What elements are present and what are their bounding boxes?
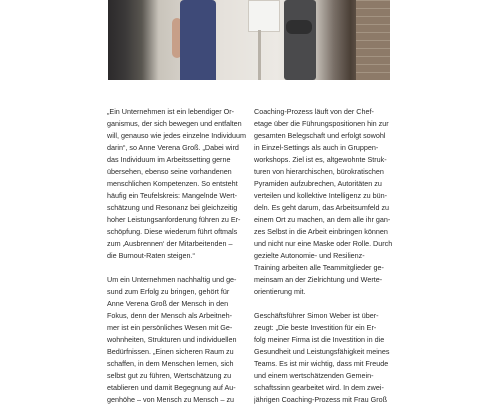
- text-line: sund zum Erfolg zu bringen, gehört für: [107, 287, 230, 296]
- text-line: deln. Es geht darum, das Arbeitsumfeld zu: [254, 203, 390, 212]
- text-line: Teams. Es ist mir wichtig, dass mit Freude: [254, 359, 389, 368]
- text-line: zum ‚Ausbrennen‘ der Mitarbeitenden –: [107, 239, 233, 248]
- text-line: gezielte Autonomie- und Resilienz-: [254, 251, 365, 260]
- paragraph: [107, 106, 248, 262]
- text-line: will, genauso wie jedes einzelne Individuum: [107, 131, 247, 140]
- text-line: darin“, so Anne Verena Groß. „Dabei wird: [107, 143, 239, 152]
- text-line: selbst gut zu führen, Wertschätzung zu: [107, 371, 232, 380]
- text-line: jährigen Coaching-Prozess mit Frau Groß: [254, 395, 388, 404]
- person-right-hands: [286, 20, 312, 34]
- text-line: die Burnout-Raten steigen.“: [107, 251, 195, 260]
- text-line: Fokus, denn der Mensch als Arbeitneh-: [107, 311, 233, 320]
- text-line: Anne Verena Groß der Mensch in den: [107, 299, 229, 308]
- left-text-column: [107, 106, 248, 418]
- text-line: einem Ort zu machen, an dem alle ihr gan-: [254, 215, 391, 224]
- text-line: verteilen und kollektive Intelligenz zu bün-: [254, 191, 388, 200]
- paragraph: [254, 310, 395, 406]
- text-line: ganismus, der sich bewegen und entfalten: [107, 119, 242, 128]
- text-line: das Individuum im Arbeitssetting gerne: [107, 155, 231, 164]
- text-line: etablieren und damit Begegnung auf Au-: [107, 383, 236, 392]
- text-line: und nicht nur eine Maske oder Rolle. Durch: [254, 239, 393, 248]
- text-line: etage über die Führungspositionen hin zur: [254, 119, 389, 128]
- text-line: zes Selbst in die Arbeit einbringen können: [254, 227, 388, 236]
- text-line: häufig ein Teufelskreis: Mangelnde Wert-: [107, 191, 237, 200]
- paragraph: [107, 274, 248, 406]
- text-line: Coaching-Prozess läuft von der Chef-: [254, 107, 374, 116]
- text-line: folg meiner Firma ist die Investition in die: [254, 335, 385, 344]
- text-line: genhöhe – von Mensch zu Mensch – zu: [107, 395, 235, 404]
- text-line: in Einzel-Settings als auch in Gruppen-: [254, 143, 379, 152]
- text-line: „Ein Unternehmen ist ein lebendiger Or-: [107, 107, 235, 116]
- text-line: Um ein Unternehmen nachhaltig und ge-: [107, 275, 237, 284]
- flipchart: [248, 0, 280, 32]
- text-line: menschlichen Kompetenzen. So entsteht: [107, 179, 238, 188]
- person-left: [180, 0, 216, 80]
- text-line: Training arbeiten alle Teammitglieder ge-: [254, 263, 384, 272]
- right-text-column: [254, 106, 395, 418]
- flipchart-stand: [258, 30, 261, 80]
- text-line: übersehen, ebenso seine vorhandenen: [107, 167, 232, 176]
- text-line: meinsam an der Zielrichtung und Werte-: [254, 275, 383, 284]
- text-line: Geschäftsführer Simon Weber ist über-: [254, 311, 379, 320]
- text-line: Pyramiden aufzubrechen, Autoritäten zu: [254, 179, 382, 188]
- text-line: orientierung mit.: [254, 287, 306, 296]
- text-line: schätzung und Resonanz bei gleichzeitig: [107, 203, 238, 212]
- brick-wall: [356, 0, 390, 80]
- text-line: schaffen, in dem Menschen lernen, sich: [107, 359, 234, 368]
- text-line: Bedürfnissen. „Einen sicheren Raum zu: [107, 347, 234, 356]
- text-line: turen von hierarchischen, bürokratischen: [254, 167, 384, 176]
- text-line: mer ist ein persönliches Wesen mit Ge-: [107, 323, 233, 332]
- text-line: workshops. Ziel ist es, altgewohnte Struk-: [254, 155, 387, 164]
- text-line: wohnheiten, Strukturen und individuellen: [107, 335, 237, 344]
- text-line: schaftssinn gearbeitet wird. In dem zwei-: [254, 383, 384, 392]
- text-line: gesamten Belegschaft und erfolgt sowohl: [254, 131, 386, 140]
- person-right: [284, 0, 316, 80]
- text-line: hoher Leistungsanforderung führen zu Er-: [107, 215, 241, 224]
- header-photo: [108, 0, 390, 80]
- paragraph: [254, 106, 395, 298]
- text-line: zeugt: „Die beste Investition für ein Er-: [254, 323, 377, 332]
- text-line: und einem wertschätzenden Gemein-: [254, 371, 374, 380]
- text-line: schöpfung. Diese wiederum führt oftmals: [107, 227, 238, 236]
- text-line: Gesundheit und Leistungsfähigkeit meines: [254, 347, 390, 356]
